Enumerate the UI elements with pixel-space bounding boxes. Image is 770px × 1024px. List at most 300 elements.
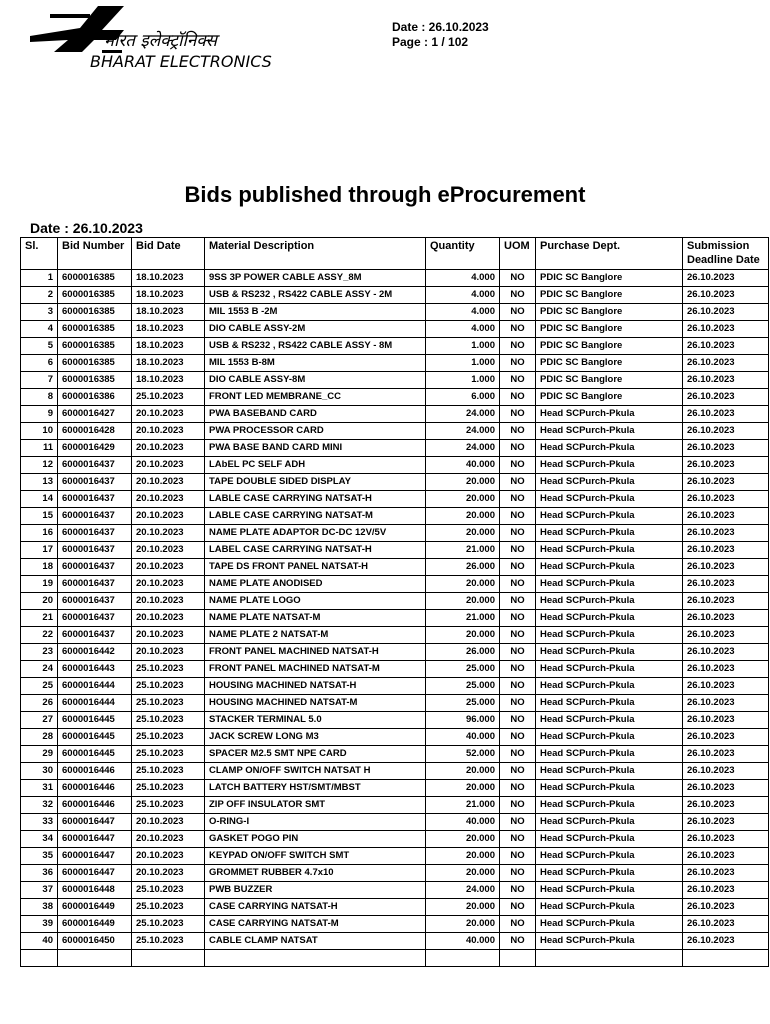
cell-deadline: 26.10.2023 (683, 593, 769, 610)
cell-uom: NO (500, 525, 536, 542)
cell-sl: 2 (21, 287, 58, 304)
cell-quantity: 20.000 (426, 627, 500, 644)
cell-quantity: 4.000 (426, 287, 500, 304)
cell-quantity: 20.000 (426, 593, 500, 610)
cell-sl: 30 (21, 763, 58, 780)
cell-sl: 25 (21, 678, 58, 695)
cell-deadline: 26.10.2023 (683, 576, 769, 593)
cell-bid-number: 6000016385 (58, 321, 132, 338)
cell-uom: NO (500, 610, 536, 627)
cell-empty (500, 950, 536, 967)
cell-bid-number: 6000016437 (58, 508, 132, 525)
cell-sl: 24 (21, 661, 58, 678)
cell-deadline: 26.10.2023 (683, 780, 769, 797)
cell-empty (426, 950, 500, 967)
cell-bid-number: 6000016443 (58, 661, 132, 678)
table-row (21, 491, 769, 508)
cell-bid-number: 6000016437 (58, 559, 132, 576)
table-row (21, 440, 769, 457)
cell-bid-date: 20.10.2023 (132, 865, 205, 882)
report-date: Date : 26.10.2023 (30, 220, 143, 236)
header-meta (392, 20, 489, 50)
cell-material: MIL 1553 B-8M (205, 355, 426, 372)
cell-deadline: 26.10.2023 (683, 882, 769, 899)
cell-uom: NO (500, 712, 536, 729)
table-row (21, 814, 769, 831)
cell-bid-number: 6000016450 (58, 933, 132, 950)
cell-quantity: 24.000 (426, 882, 500, 899)
cell-material: USB & RS232 , RS422 CABLE ASSY - 8M (205, 338, 426, 355)
cell-uom: NO (500, 916, 536, 933)
cell-purchase-dept: Head SCPurch-Pkula (536, 882, 683, 899)
cell-bid-number: 6000016447 (58, 831, 132, 848)
cell-quantity: 20.000 (426, 899, 500, 916)
cell-bid-date: 18.10.2023 (132, 338, 205, 355)
cell-sl: 4 (21, 321, 58, 338)
table-row-empty (21, 950, 769, 967)
cell-bid-date: 20.10.2023 (132, 457, 205, 474)
table-row (21, 287, 769, 304)
cell-deadline: 26.10.2023 (683, 729, 769, 746)
cell-material: LAbEL PC SELF ADH (205, 457, 426, 474)
cell-uom: NO (500, 729, 536, 746)
cell-bid-date: 25.10.2023 (132, 797, 205, 814)
cell-deadline: 26.10.2023 (683, 848, 769, 865)
table-row (21, 865, 769, 882)
cell-bid-date: 25.10.2023 (132, 899, 205, 916)
cell-sl: 40 (21, 933, 58, 950)
cell-deadline: 26.10.2023 (683, 712, 769, 729)
cell-sl: 35 (21, 848, 58, 865)
cell-material: LATCH BATTERY HST/SMT/MBST (205, 780, 426, 797)
cell-sl: 32 (21, 797, 58, 814)
cell-bid-number: 6000016437 (58, 542, 132, 559)
cell-sl: 37 (21, 882, 58, 899)
cell-purchase-dept: Head SCPurch-Pkula (536, 423, 683, 440)
cell-purchase-dept: Head SCPurch-Pkula (536, 933, 683, 950)
cell-bid-number: 6000016444 (58, 678, 132, 695)
cell-material: DIO CABLE ASSY-8M (205, 372, 426, 389)
cell-quantity: 20.000 (426, 865, 500, 882)
cell-purchase-dept: Head SCPurch-Pkula (536, 712, 683, 729)
cell-sl: 38 (21, 899, 58, 916)
cell-sl: 9 (21, 406, 58, 423)
cell-uom: NO (500, 695, 536, 712)
cell-bid-date: 25.10.2023 (132, 661, 205, 678)
table-row (21, 916, 769, 933)
table-row (21, 780, 769, 797)
cell-purchase-dept: Head SCPurch-Pkula (536, 695, 683, 712)
cell-purchase-dept: Head SCPurch-Pkula (536, 576, 683, 593)
cell-sl: 12 (21, 457, 58, 474)
cell-bid-date: 25.10.2023 (132, 746, 205, 763)
cell-sl: 6 (21, 355, 58, 372)
cell-quantity: 24.000 (426, 406, 500, 423)
cell-quantity: 20.000 (426, 831, 500, 848)
cell-bid-date: 20.10.2023 (132, 508, 205, 525)
cell-quantity: 26.000 (426, 559, 500, 576)
cell-bid-date: 20.10.2023 (132, 814, 205, 831)
cell-bid-number: 6000016446 (58, 797, 132, 814)
cell-quantity: 40.000 (426, 729, 500, 746)
cell-bid-number: 6000016385 (58, 270, 132, 287)
cell-bid-number: 6000016385 (58, 287, 132, 304)
cell-deadline: 26.10.2023 (683, 491, 769, 508)
cell-bid-number: 6000016385 (58, 355, 132, 372)
cell-purchase-dept: Head SCPurch-Pkula (536, 610, 683, 627)
cell-quantity: 1.000 (426, 372, 500, 389)
cell-sl: 23 (21, 644, 58, 661)
cell-purchase-dept: Head SCPurch-Pkula (536, 678, 683, 695)
cell-bid-date: 20.10.2023 (132, 593, 205, 610)
cell-sl: 21 (21, 610, 58, 627)
cell-quantity: 52.000 (426, 746, 500, 763)
cell-quantity: 21.000 (426, 542, 500, 559)
cell-purchase-dept: Head SCPurch-Pkula (536, 899, 683, 916)
cell-uom: NO (500, 423, 536, 440)
cell-material: LABLE CASE CARRYING NATSAT-M (205, 508, 426, 525)
cell-uom: NO (500, 933, 536, 950)
cell-material: PWB BUZZER (205, 882, 426, 899)
cell-purchase-dept: Head SCPurch-Pkula (536, 831, 683, 848)
cell-bid-number: 6000016437 (58, 491, 132, 508)
cell-bid-number: 6000016447 (58, 814, 132, 831)
cell-bid-date: 20.10.2023 (132, 491, 205, 508)
cell-sl: 11 (21, 440, 58, 457)
cell-quantity: 20.000 (426, 780, 500, 797)
cell-deadline: 26.10.2023 (683, 406, 769, 423)
cell-sl: 29 (21, 746, 58, 763)
cell-material: NAME PLATE 2 NATSAT-M (205, 627, 426, 644)
table-row (21, 508, 769, 525)
cell-bid-date: 20.10.2023 (132, 440, 205, 457)
cell-empty (21, 950, 58, 967)
cell-bid-date: 18.10.2023 (132, 304, 205, 321)
cell-bid-number: 6000016385 (58, 372, 132, 389)
cell-material: PWA PROCESSOR CARD (205, 423, 426, 440)
cell-deadline: 26.10.2023 (683, 797, 769, 814)
table-row (21, 678, 769, 695)
cell-sl: 15 (21, 508, 58, 525)
cell-deadline: 26.10.2023 (683, 865, 769, 882)
cell-uom: NO (500, 593, 536, 610)
cell-bid-date: 20.10.2023 (132, 559, 205, 576)
table-row (21, 270, 769, 287)
cell-material: NAME PLATE NATSAT-M (205, 610, 426, 627)
table-row (21, 933, 769, 950)
cell-sl: 17 (21, 542, 58, 559)
cell-material: PWA BASEBAND CARD (205, 406, 426, 423)
cell-bid-date: 20.10.2023 (132, 474, 205, 491)
cell-material: FRONT LED MEMBRANE_CC (205, 389, 426, 406)
cell-bid-number: 6000016429 (58, 440, 132, 457)
cell-material: ZIP OFF INSULATOR SMT (205, 797, 426, 814)
cell-quantity: 26.000 (426, 644, 500, 661)
cell-quantity: 40.000 (426, 933, 500, 950)
cell-uom: NO (500, 746, 536, 763)
cell-sl: 13 (21, 474, 58, 491)
cell-material: CLAMP ON/OFF SWITCH NATSAT H (205, 763, 426, 780)
company-logo (20, 2, 340, 72)
cell-deadline: 26.10.2023 (683, 678, 769, 695)
cell-bid-date: 20.10.2023 (132, 542, 205, 559)
cell-material: TAPE DOUBLE SIDED DISPLAY (205, 474, 426, 491)
cell-quantity: 20.000 (426, 848, 500, 865)
cell-purchase-dept: Head SCPurch-Pkula (536, 814, 683, 831)
cell-purchase-dept: Head SCPurch-Pkula (536, 661, 683, 678)
table-row (21, 899, 769, 916)
cell-uom: NO (500, 457, 536, 474)
cell-empty (132, 950, 205, 967)
cell-sl: 22 (21, 627, 58, 644)
cell-material: HOUSING MACHINED NATSAT-M (205, 695, 426, 712)
cell-material: HOUSING MACHINED NATSAT-H (205, 678, 426, 695)
cell-purchase-dept: PDIC SC Banglore (536, 287, 683, 304)
cell-material: USB & RS232 , RS422 CABLE ASSY - 2M (205, 287, 426, 304)
cell-deadline: 26.10.2023 (683, 610, 769, 627)
cell-sl: 16 (21, 525, 58, 542)
cell-material: NAME PLATE ANODISED (205, 576, 426, 593)
company-name-hindi: भारत इलेक्ट्रॉनिक्स (102, 31, 218, 51)
cell-bid-number: 6000016446 (58, 780, 132, 797)
cell-material: SPACER M2.5 SMT NPE CARD (205, 746, 426, 763)
cell-bid-number: 6000016437 (58, 627, 132, 644)
cell-sl: 14 (21, 491, 58, 508)
cell-sl: 20 (21, 593, 58, 610)
cell-bid-number: 6000016447 (58, 865, 132, 882)
cell-sl: 19 (21, 576, 58, 593)
cell-bid-date: 25.10.2023 (132, 780, 205, 797)
cell-uom: NO (500, 814, 536, 831)
cell-bid-date: 20.10.2023 (132, 406, 205, 423)
cell-material: FRONT PANEL MACHINED NATSAT-H (205, 644, 426, 661)
cell-purchase-dept: Head SCPurch-Pkula (536, 797, 683, 814)
cell-material: CABLE CLAMP NATSAT (205, 933, 426, 950)
cell-bid-number: 6000016437 (58, 593, 132, 610)
table-header-row (21, 238, 769, 270)
col-header-sl: Sl. (21, 238, 58, 270)
cell-uom: NO (500, 559, 536, 576)
table-row (21, 882, 769, 899)
cell-material: TAPE DS FRONT PANEL NATSAT-H (205, 559, 426, 576)
cell-purchase-dept: Head SCPurch-Pkula (536, 780, 683, 797)
cell-bid-date: 20.10.2023 (132, 525, 205, 542)
cell-deadline: 26.10.2023 (683, 916, 769, 933)
cell-purchase-dept: Head SCPurch-Pkula (536, 729, 683, 746)
cell-uom: NO (500, 355, 536, 372)
cell-uom: NO (500, 678, 536, 695)
cell-deadline: 26.10.2023 (683, 661, 769, 678)
cell-bid-number: 6000016448 (58, 882, 132, 899)
cell-uom: NO (500, 797, 536, 814)
cell-sl: 3 (21, 304, 58, 321)
cell-bid-date: 25.10.2023 (132, 882, 205, 899)
cell-material: DIO CABLE ASSY-2M (205, 321, 426, 338)
company-name-english: BHARAT ELECTRONICS (90, 52, 272, 71)
cell-bid-number: 6000016449 (58, 899, 132, 916)
cell-sl: 27 (21, 712, 58, 729)
cell-purchase-dept: PDIC SC Banglore (536, 270, 683, 287)
table-row (21, 304, 769, 321)
cell-sl: 36 (21, 865, 58, 882)
cell-deadline: 26.10.2023 (683, 831, 769, 848)
cell-uom: NO (500, 508, 536, 525)
table-row (21, 457, 769, 474)
cell-purchase-dept: Head SCPurch-Pkula (536, 746, 683, 763)
table-row (21, 355, 769, 372)
cell-quantity: 1.000 (426, 338, 500, 355)
cell-material: FRONT PANEL MACHINED NATSAT-M (205, 661, 426, 678)
table-row (21, 712, 769, 729)
cell-purchase-dept: PDIC SC Banglore (536, 355, 683, 372)
table-row (21, 423, 769, 440)
cell-purchase-dept: Head SCPurch-Pkula (536, 474, 683, 491)
cell-uom: NO (500, 474, 536, 491)
cell-purchase-dept: Head SCPurch-Pkula (536, 508, 683, 525)
cell-uom: NO (500, 491, 536, 508)
cell-bid-number: 6000016447 (58, 848, 132, 865)
cell-material: STACKER TERMINAL 5.0 (205, 712, 426, 729)
cell-bid-date: 20.10.2023 (132, 423, 205, 440)
cell-quantity: 20.000 (426, 508, 500, 525)
cell-uom: NO (500, 440, 536, 457)
cell-deadline: 26.10.2023 (683, 423, 769, 440)
cell-material: 9SS 3P POWER CABLE ASSY_8M (205, 270, 426, 287)
cell-purchase-dept: PDIC SC Banglore (536, 338, 683, 355)
cell-bid-number: 6000016445 (58, 729, 132, 746)
cell-bid-date: 25.10.2023 (132, 389, 205, 406)
cell-deadline: 26.10.2023 (683, 287, 769, 304)
cell-uom: NO (500, 882, 536, 899)
cell-bid-date: 25.10.2023 (132, 763, 205, 780)
cell-bid-date: 20.10.2023 (132, 610, 205, 627)
cell-bid-number: 6000016445 (58, 746, 132, 763)
cell-material: CASE CARRYING NATSAT-H (205, 899, 426, 916)
cell-bid-number: 6000016449 (58, 916, 132, 933)
cell-quantity: 40.000 (426, 457, 500, 474)
cell-empty (536, 950, 683, 967)
cell-uom: NO (500, 372, 536, 389)
cell-bid-date: 20.10.2023 (132, 627, 205, 644)
cell-deadline: 26.10.2023 (683, 372, 769, 389)
cell-uom: NO (500, 287, 536, 304)
cell-material: O-RING-I (205, 814, 426, 831)
cell-deadline: 26.10.2023 (683, 814, 769, 831)
cell-bid-date: 20.10.2023 (132, 644, 205, 661)
table-row (21, 695, 769, 712)
cell-sl: 28 (21, 729, 58, 746)
cell-deadline: 26.10.2023 (683, 508, 769, 525)
cell-sl: 39 (21, 916, 58, 933)
cell-quantity: 1.000 (426, 355, 500, 372)
col-header-bid-number: Bid Number (58, 238, 132, 270)
cell-bid-date: 18.10.2023 (132, 270, 205, 287)
cell-sl: 31 (21, 780, 58, 797)
cell-bid-date: 25.10.2023 (132, 712, 205, 729)
cell-deadline: 26.10.2023 (683, 746, 769, 763)
cell-uom: NO (500, 321, 536, 338)
table-row (21, 661, 769, 678)
cell-purchase-dept: PDIC SC Banglore (536, 321, 683, 338)
col-header-purchase-dept: Purchase Dept. (536, 238, 683, 270)
table-row (21, 542, 769, 559)
table-row (21, 321, 769, 338)
cell-bid-number: 6000016385 (58, 304, 132, 321)
page-indicator: Page : 1 / 102 (392, 35, 469, 49)
cell-quantity: 4.000 (426, 321, 500, 338)
cell-uom: NO (500, 661, 536, 678)
cell-sl: 18 (21, 559, 58, 576)
cell-purchase-dept: PDIC SC Banglore (536, 372, 683, 389)
cell-bid-number: 6000016446 (58, 763, 132, 780)
cell-uom: NO (500, 763, 536, 780)
table-row (21, 610, 769, 627)
cell-quantity: 25.000 (426, 661, 500, 678)
cell-quantity: 21.000 (426, 797, 500, 814)
table-row (21, 474, 769, 491)
col-header-material: Material Description (205, 238, 426, 270)
cell-purchase-dept: Head SCPurch-Pkula (536, 440, 683, 457)
cell-bid-date: 18.10.2023 (132, 321, 205, 338)
cell-empty (58, 950, 132, 967)
page-title: Bids published through eProcurement (184, 182, 586, 207)
cell-bid-date: 25.10.2023 (132, 678, 205, 695)
cell-purchase-dept: Head SCPurch-Pkula (536, 406, 683, 423)
cell-purchase-dept: Head SCPurch-Pkula (536, 865, 683, 882)
cell-sl: 8 (21, 389, 58, 406)
cell-sl: 26 (21, 695, 58, 712)
cell-uom: NO (500, 780, 536, 797)
cell-uom: NO (500, 644, 536, 661)
cell-bid-date: 25.10.2023 (132, 695, 205, 712)
cell-quantity: 20.000 (426, 525, 500, 542)
cell-material: GASKET POGO PIN (205, 831, 426, 848)
cell-quantity: 25.000 (426, 678, 500, 695)
cell-purchase-dept: Head SCPurch-Pkula (536, 491, 683, 508)
cell-uom: NO (500, 389, 536, 406)
cell-bid-number: 6000016437 (58, 610, 132, 627)
table-row (21, 729, 769, 746)
cell-uom: NO (500, 865, 536, 882)
cell-uom: NO (500, 627, 536, 644)
cell-quantity: 20.000 (426, 474, 500, 491)
cell-quantity: 40.000 (426, 814, 500, 831)
header-date: Date : 26.10.2023 (392, 20, 489, 34)
col-header-quantity: Quantity (426, 238, 500, 270)
table-row (21, 644, 769, 661)
cell-deadline: 26.10.2023 (683, 627, 769, 644)
table-row (21, 406, 769, 423)
cell-bid-date: 25.10.2023 (132, 916, 205, 933)
cell-deadline: 26.10.2023 (683, 304, 769, 321)
cell-deadline: 26.10.2023 (683, 763, 769, 780)
cell-uom: NO (500, 406, 536, 423)
cell-deadline: 26.10.2023 (683, 695, 769, 712)
cell-purchase-dept: Head SCPurch-Pkula (536, 525, 683, 542)
col-header-uom: UOM (500, 238, 536, 270)
cell-material: KEYPAD ON/OFF SWITCH SMT (205, 848, 426, 865)
table-row (21, 593, 769, 610)
cell-deadline: 26.10.2023 (683, 933, 769, 950)
cell-deadline: 26.10.2023 (683, 899, 769, 916)
table-row (21, 746, 769, 763)
cell-sl: 1 (21, 270, 58, 287)
cell-purchase-dept: Head SCPurch-Pkula (536, 916, 683, 933)
table-row (21, 525, 769, 542)
cell-uom: NO (500, 848, 536, 865)
cell-quantity: 20.000 (426, 491, 500, 508)
cell-deadline: 26.10.2023 (683, 525, 769, 542)
